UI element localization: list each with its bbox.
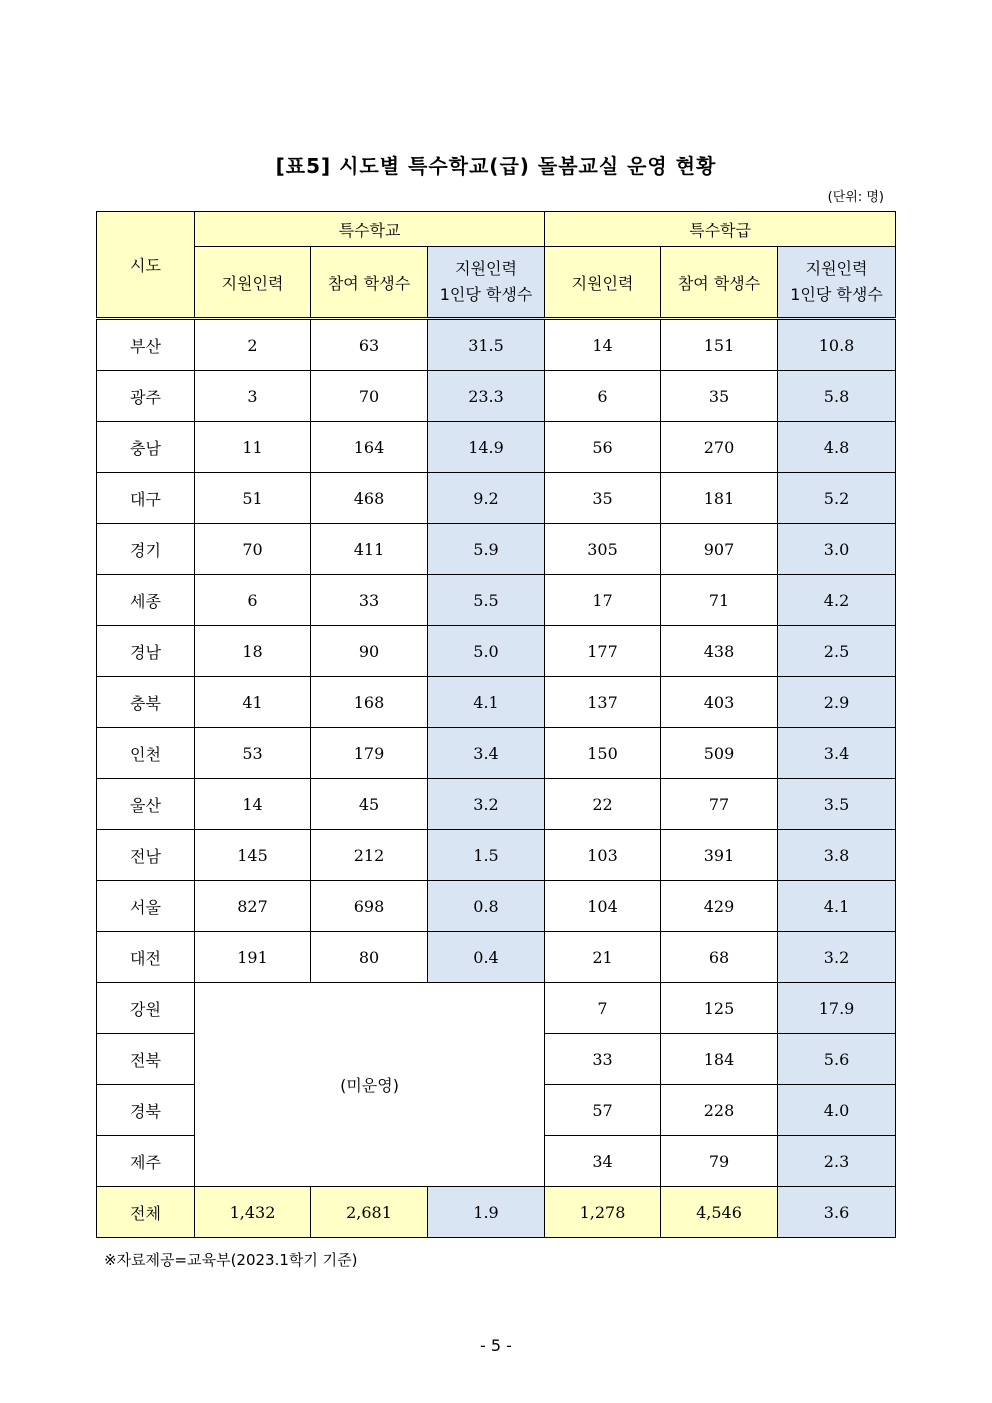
class-ratio-cell: 5.6 <box>778 1034 896 1085</box>
school-staff-cell: 70 <box>195 524 311 575</box>
school-staff-cell: 53 <box>195 728 311 779</box>
header-special-school: 특수학교 <box>195 212 545 247</box>
class-ratio-cell: 4.8 <box>778 422 896 473</box>
school-students-cell: 212 <box>311 830 428 881</box>
school-staff-cell: 18 <box>195 626 311 677</box>
class-staff-cell: 56 <box>545 422 661 473</box>
table-row <box>97 422 896 473</box>
region-cell: 경기 <box>97 524 195 575</box>
table-row <box>97 779 896 830</box>
table-row <box>97 626 896 677</box>
class-staff-cell: 7 <box>545 983 661 1034</box>
class-students-cell: 151 <box>661 319 778 371</box>
class-students-cell: 68 <box>661 932 778 983</box>
school-students-cell: 179 <box>311 728 428 779</box>
region-cell: 대전 <box>97 932 195 983</box>
footnote: ※자료제공=교육부(2023.1학기 기준) <box>104 1251 358 1269</box>
region-cell: 울산 <box>97 779 195 830</box>
class-staff-cell: 150 <box>545 728 661 779</box>
class-students-cell: 391 <box>661 830 778 881</box>
table-row <box>97 371 896 422</box>
header-school-ratio-line1: 지원인력 <box>455 259 517 278</box>
class-students-cell: 509 <box>661 728 778 779</box>
region-cell: 충북 <box>97 677 195 728</box>
header-special-class: 특수학급 <box>545 212 896 247</box>
class-ratio-cell: 3.8 <box>778 830 896 881</box>
class-students-cell: 270 <box>661 422 778 473</box>
total-school-ratio-cell: 1.9 <box>428 1187 545 1238</box>
class-students-cell: 35 <box>661 371 778 422</box>
class-staff-cell: 57 <box>545 1085 661 1136</box>
class-staff-cell: 104 <box>545 881 661 932</box>
class-students-cell: 184 <box>661 1034 778 1085</box>
table-row <box>97 830 896 881</box>
total-row <box>97 1187 896 1238</box>
page-number: - 5 - <box>480 1336 512 1355</box>
header-school-staff: 지원인력 <box>195 247 311 319</box>
header-class-students: 참여 학생수 <box>661 247 778 319</box>
class-students-cell: 403 <box>661 677 778 728</box>
unit-label: (단위: 명) <box>827 190 884 205</box>
class-students-cell: 79 <box>661 1136 778 1187</box>
school-staff-cell: 11 <box>195 422 311 473</box>
class-ratio-cell: 3.5 <box>778 779 896 830</box>
class-staff-cell: 35 <box>545 473 661 524</box>
header-class-ratio-line1: 지원인력 <box>805 259 868 278</box>
table-row <box>97 524 896 575</box>
class-ratio-cell: 10.8 <box>778 319 896 371</box>
table-row <box>97 932 896 983</box>
class-staff-cell: 17 <box>545 575 661 626</box>
header-school-ratio-line2: 1인당 학생수 <box>439 285 533 304</box>
class-students-cell: 71 <box>661 575 778 626</box>
school-staff-cell: 827 <box>195 881 311 932</box>
school-ratio-cell: 1.5 <box>428 830 545 881</box>
school-ratio-cell: 3.2 <box>428 779 545 830</box>
region-cell: 인천 <box>97 728 195 779</box>
class-students-cell: 125 <box>661 983 778 1034</box>
class-staff-cell: 21 <box>545 932 661 983</box>
not-operating-cell: (미운영) <box>195 983 545 1187</box>
class-ratio-cell: 5.8 <box>778 371 896 422</box>
school-staff-cell: 2 <box>195 319 311 371</box>
class-ratio-cell: 4.1 <box>778 881 896 932</box>
region-cell: 강원 <box>97 983 195 1034</box>
class-students-cell: 429 <box>661 881 778 932</box>
school-staff-cell: 145 <box>195 830 311 881</box>
region-cell: 부산 <box>97 319 195 371</box>
header-school-ratio <box>428 247 545 319</box>
school-ratio-cell: 3.4 <box>428 728 545 779</box>
school-ratio-cell: 5.0 <box>428 626 545 677</box>
school-staff-cell: 41 <box>195 677 311 728</box>
header-region: 시도 <box>97 212 195 319</box>
class-staff-cell: 14 <box>545 319 661 371</box>
total-region-cell: 전체 <box>97 1187 195 1238</box>
school-students-cell: 90 <box>311 626 428 677</box>
school-students-cell: 63 <box>311 319 428 371</box>
school-staff-cell: 6 <box>195 575 311 626</box>
table-row <box>97 677 896 728</box>
school-ratio-cell: 5.9 <box>428 524 545 575</box>
class-staff-cell: 305 <box>545 524 661 575</box>
total-school-students-cell: 2,681 <box>311 1187 428 1238</box>
table-row <box>97 881 896 932</box>
school-ratio-cell: 14.9 <box>428 422 545 473</box>
region-cell: 광주 <box>97 371 195 422</box>
table-row <box>97 983 896 1034</box>
class-ratio-cell: 2.5 <box>778 626 896 677</box>
region-cell: 전남 <box>97 830 195 881</box>
class-students-cell: 907 <box>661 524 778 575</box>
header-class-ratio-line2: 1인당 학생수 <box>790 285 883 304</box>
school-ratio-cell: 4.1 <box>428 677 545 728</box>
class-students-cell: 181 <box>661 473 778 524</box>
class-ratio-cell: 4.0 <box>778 1085 896 1136</box>
school-ratio-cell: 5.5 <box>428 575 545 626</box>
region-cell: 세종 <box>97 575 195 626</box>
region-cell: 충남 <box>97 422 195 473</box>
table-row <box>97 473 896 524</box>
region-cell: 전북 <box>97 1034 195 1085</box>
school-students-cell: 45 <box>311 779 428 830</box>
class-staff-cell: 33 <box>545 1034 661 1085</box>
total-class-staff-cell: 1,278 <box>545 1187 661 1238</box>
school-staff-cell: 14 <box>195 779 311 830</box>
region-cell: 경남 <box>97 626 195 677</box>
class-students-cell: 228 <box>661 1085 778 1136</box>
school-staff-cell: 51 <box>195 473 311 524</box>
table-row <box>97 728 896 779</box>
class-staff-cell: 137 <box>545 677 661 728</box>
school-staff-cell: 191 <box>195 932 311 983</box>
school-students-cell: 164 <box>311 422 428 473</box>
school-staff-cell: 3 <box>195 371 311 422</box>
class-staff-cell: 34 <box>545 1136 661 1187</box>
school-ratio-cell: 23.3 <box>428 371 545 422</box>
school-students-cell: 468 <box>311 473 428 524</box>
class-ratio-cell: 3.2 <box>778 932 896 983</box>
header-class-ratio <box>778 247 896 319</box>
total-school-staff-cell: 1,432 <box>195 1187 311 1238</box>
document-title: [표5] 시도별 특수학교(급) 돌봄교실 운영 현황 <box>275 154 717 178</box>
class-staff-cell: 22 <box>545 779 661 830</box>
region-cell: 대구 <box>97 473 195 524</box>
class-ratio-cell: 3.0 <box>778 524 896 575</box>
class-staff-cell: 177 <box>545 626 661 677</box>
school-students-cell: 33 <box>311 575 428 626</box>
total-class-students-cell: 4,546 <box>661 1187 778 1238</box>
school-students-cell: 70 <box>311 371 428 422</box>
class-ratio-cell: 5.2 <box>778 473 896 524</box>
table-row <box>97 319 896 371</box>
school-ratio-cell: 0.4 <box>428 932 545 983</box>
school-students-cell: 698 <box>311 881 428 932</box>
school-students-cell: 80 <box>311 932 428 983</box>
class-ratio-cell: 2.9 <box>778 677 896 728</box>
class-students-cell: 438 <box>661 626 778 677</box>
school-ratio-cell: 0.8 <box>428 881 545 932</box>
school-ratio-cell: 9.2 <box>428 473 545 524</box>
class-students-cell: 77 <box>661 779 778 830</box>
class-ratio-cell: 17.9 <box>778 983 896 1034</box>
class-staff-cell: 103 <box>545 830 661 881</box>
header-class-staff: 지원인력 <box>545 247 661 319</box>
class-staff-cell: 6 <box>545 371 661 422</box>
school-ratio-cell: 31.5 <box>428 319 545 371</box>
school-students-cell: 411 <box>311 524 428 575</box>
region-cell: 서울 <box>97 881 195 932</box>
total-class-ratio-cell: 3.6 <box>778 1187 896 1238</box>
class-ratio-cell: 3.4 <box>778 728 896 779</box>
region-cell: 경북 <box>97 1085 195 1136</box>
region-cell: 제주 <box>97 1136 195 1187</box>
class-ratio-cell: 4.2 <box>778 575 896 626</box>
status-table <box>96 211 896 1238</box>
school-students-cell: 168 <box>311 677 428 728</box>
class-ratio-cell: 2.3 <box>778 1136 896 1187</box>
table-row <box>97 575 896 626</box>
header-school-students: 참여 학생수 <box>311 247 428 319</box>
